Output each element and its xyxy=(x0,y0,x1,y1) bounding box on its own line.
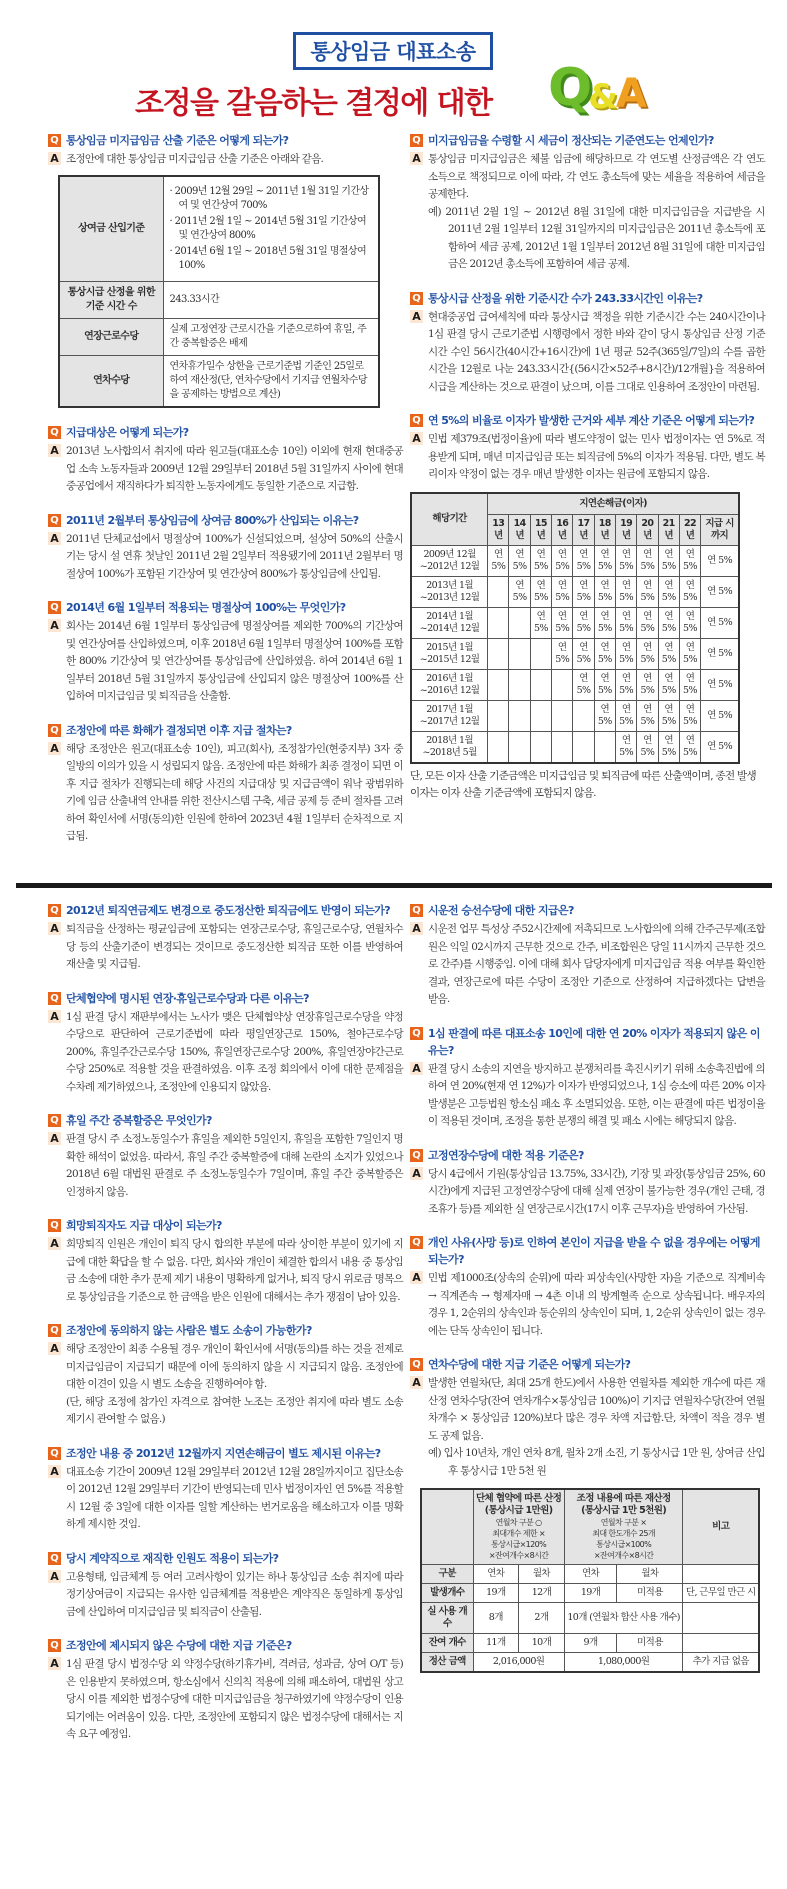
right-column-top xyxy=(410,132,765,819)
answer: 당시 4급에서 기원(통상임금 13.75%, 33시간), 기장 및 과장(통상임금 25%, 60시간)에게 지급된 고정연장수당에 대해 실제 연장이 불가능한 경우(개인 근태, 경조휴가 등)를 제외한 실 연장근로시간(17시 이후 근무자)을 반영하여 가산됨. xyxy=(428,1167,765,1215)
question: 조정안에 동의하지 않는 사람은 별도 소송이 가능한가? xyxy=(66,1324,312,1337)
period-header: 해당기간 xyxy=(411,493,488,546)
rate-cell: 연 5% xyxy=(552,577,573,608)
question-icon: Q xyxy=(48,992,61,1005)
left-column-top xyxy=(48,132,403,862)
answer-icon: A xyxy=(48,152,61,165)
rate-cell: 연 5% xyxy=(637,577,658,608)
rate-cell: 연 5% xyxy=(509,546,530,577)
col-a-header: 단체 협약에 따른 산정 (통상시급 1만원) 연월차 구분 ○ 최대개수 제한 × 통상시급×120% ×잔여개수×8시간 xyxy=(473,1489,564,1565)
page-header xyxy=(0,0,787,125)
question: 개인 사유(사망 등)로 인하여 본인이 지급을 받을 수 없을 경우에는 어떻게 되는가? xyxy=(428,1236,760,1266)
answer-icon: A xyxy=(410,922,423,935)
question-icon: Q xyxy=(410,904,423,917)
question: 희망퇴직자도 지급 대상이 되는가? xyxy=(66,1219,222,1232)
rate-cell: 연 5% xyxy=(658,608,679,639)
rate-cell: 연 5% xyxy=(658,546,679,577)
question-icon: Q xyxy=(410,134,423,147)
rate-cell: 연 5% xyxy=(679,732,700,763)
rate-cell: 연 5% xyxy=(679,701,700,732)
question-icon: Q xyxy=(48,1447,61,1460)
answer: 민법 제1000조(상속의 순위)에 따라 피상속인(사망한 자)을 기준으로 직계비속 → 직계존속 → 형제자매 → 4촌 이내 의 방계혈족 순으로 상속됩니다. 배우자의 경우 1, 2순위의 상속인과 동순위의 상속인이 되며, 1, 2순위 상속인이 없는 경우에는 단독 상속인이 됩니다. xyxy=(428,1272,765,1337)
rate-cell: 연 5% xyxy=(552,639,573,670)
answer-icon: A xyxy=(48,1237,61,1250)
period-cell: 2016년 1월 ~2016년 12월 xyxy=(411,670,488,701)
rate-cell: 연 5% xyxy=(658,639,679,670)
answer: 해당 조정안은 원고(대표소송 10인), 피고(회사), 조정참가인(현중지부) 3자 중 일방의 이의가 있을 시 성립되지 않음. 조정안에 따른 화해가 최종 결정이 되면 이후 지급 절차가 진행되는데 해당 사건의 지급대상 및 지급금액이 워낙 광범위하기에 임금 산출내역 안내를 위한 전산시스템 구축, 세금 공제 등 준비 절차를 고려하여 확인서에 서명(동의)한 인원에 한하여 2023년 4월 1일부터 순차적으로 지급됨. xyxy=(66,742,403,842)
answer: 1심 판결 당시 재판부에서는 노사가 맺은 단체협약상 연장휴일근로수당을 약정수당으로 판단하여 근로기준법에 따라 평일연장근로 150%, 철야근로수당 200%, 휴일주간근로수당 150%, 휴일연장근로수당 200%, 휴일연장야간근로수당 250%로 적용할 것을 판결하였음. 이후 조정 회의에서 이에 대한 문제점을 수차례 제기하였으나, 조정안에 인용되지 않았음. xyxy=(66,1010,403,1093)
rate-cell: 연 5% xyxy=(615,546,636,577)
question: 단체협약에 명시된 연장·휴일근로수당과 다른 이유는? xyxy=(66,991,309,1005)
answer: 현대중공업 급여세칙에 따라 통상시급 책정을 위한 기준시간 수는 240시간이나 1심 판결 당시 근로기준법 시행령에서 정한 바와 같이 당시 통상임금 산정 기준시간 수인 56시간(40시간+16시간)에 1년 평균 52주(365일/7일)의 수를 곱한 시간을 12월로 나눈 243.33시간{(56시간×52주+8시간)/12개월}을 적용하여 시급을 계산하는 것으로 판결이 났으며, 이를 그대로 인용하여 조정안이 마련됨. xyxy=(428,310,765,393)
rate-cell: 연 5% xyxy=(679,639,700,670)
qa-item xyxy=(410,412,765,803)
answer: 2011년 단체교섭에서 명절상여 100%가 신설되었으며, 설상여 50%의 산출시기는 당시 설 연휴 첫날인 2011년 2월 2일부터 적용됐기에 2011년 2월부터 명절상여 100%가 포함된 기간상여 및 연간상여 800%가 통상임금에 산입됨. xyxy=(66,532,403,580)
rate-cell xyxy=(488,577,509,608)
qa-item xyxy=(410,1147,765,1219)
period-cell: 2014년 1월 ~2014년 12월 xyxy=(411,608,488,639)
rate-cell: 연 5% xyxy=(615,701,636,732)
rate-cell: 연 5% xyxy=(701,608,739,639)
question: 미지급임금을 수령할 시 세금이 정산되는 기준연도는 언제인가? xyxy=(428,134,714,147)
rate-cell xyxy=(594,732,615,763)
rate-cell xyxy=(509,701,530,732)
rate-cell: 연 5% xyxy=(594,670,615,701)
question-icon: Q xyxy=(410,1358,423,1371)
year-header: 22년 xyxy=(679,515,700,546)
answer-icon: A xyxy=(48,742,61,755)
table-row: 실 사용 개수 8개 2개 10개 (연월차 합산 사용 개수) xyxy=(421,1603,759,1634)
rate-cell: 연 5% xyxy=(637,639,658,670)
year-header: 19년 xyxy=(615,515,636,546)
qa-item xyxy=(410,132,765,274)
answer-icon: A xyxy=(48,1657,61,1670)
question-icon: Q xyxy=(48,1552,61,1565)
question-icon: Q xyxy=(48,1639,61,1652)
qa-item xyxy=(48,599,403,706)
answer: 퇴직금을 산정하는 평균임금에 포함되는 연장근로수당, 휴일근로수당, 연월차수당 등의 산출기준이 변경되는 것이므로 중도정산한 퇴직금 또한 이를 반영하여 재산출 및 지급됨. xyxy=(66,923,403,970)
question-icon: Q xyxy=(410,1027,423,1040)
question: 고정연장수당에 대한 적용 기준은? xyxy=(428,1148,584,1162)
right-column-bottom xyxy=(410,902,765,1689)
qa-item xyxy=(48,512,403,584)
qa-item xyxy=(48,424,403,496)
rate-cell xyxy=(509,732,530,763)
example-text: 예) 2011년 2월 1일 ~ 2012년 8월 31일에 대한 미지급임금을 지급받을 시 2011년 2월 1일부터 12월 31일까지의 미지급임금은 2011년 총소득에 포함하여 세금 공제, 2012년 1월 1일부터 2012년 8월 31일에 대한 미지급임금은 2012년 총소득에 포함하여 세금 공제. xyxy=(428,205,765,270)
rate-cell xyxy=(488,608,509,639)
rate-cell: 연 5% xyxy=(594,639,615,670)
answer-icon: A xyxy=(410,1167,423,1180)
answer: 발생한 연월차(단, 최대 25개 한도)에서 사용한 연월차를 제외한 개수에 따른 재산정 연차수당(잔여 연차개수×통상임금 100%)이 기지급 연월차수당(잔여 연월차개수 × 통상임금 120%)보다 많은 경우 차액 지급함.단, 차액이 적을 경우 별도 공제 없음. 예) 입사 10년차, 개인 연차 8개, 월차 2개 소진, 기 통상시급 1만 원, 상여금 산입 후 통상시급 1만 5천 원 xyxy=(428,1375,765,1480)
qa-item xyxy=(48,1550,403,1622)
rate-cell: 연 5% xyxy=(615,577,636,608)
rate-cell: 연 5% xyxy=(637,701,658,732)
question: 2012년 퇴직연금제도 변경으로 중도정산한 퇴직금에도 반영이 되는가? xyxy=(66,904,391,917)
question-icon: Q xyxy=(48,1219,61,1232)
table-cell: 실제 고정연장 근로시간을 기준으로하여 휴일, 주간 중복할증은 배제 xyxy=(163,319,379,356)
qa-item xyxy=(410,290,765,397)
answer-icon: A xyxy=(410,1062,423,1075)
rate-cell: 연 5% xyxy=(552,608,573,639)
qa-item xyxy=(48,902,403,974)
table-row xyxy=(411,608,739,639)
qa-item xyxy=(48,1217,403,1306)
rate-cell xyxy=(488,732,509,763)
corner-cell xyxy=(421,1489,473,1565)
rate-cell: 연 5% xyxy=(679,670,700,701)
rate-cell: 연 5% xyxy=(701,546,739,577)
question-icon: Q xyxy=(48,1114,61,1127)
kicker-box xyxy=(293,32,493,70)
rate-cell xyxy=(552,732,573,763)
answer: 조정안에 대한 통상임금 미지급임금 산출 기준은 아래와 같음. xyxy=(66,153,324,165)
group-header: 지연손해금(이자) xyxy=(488,493,739,515)
question: 2014년 6월 1일부터 적용되는 명절상여 100%는 무엇인가? xyxy=(66,601,346,614)
question: 연차수당에 대한 지급 기준은 어떻게 되는가? xyxy=(428,1358,631,1371)
rate-cell xyxy=(552,670,573,701)
rate-cell: 연 5% xyxy=(658,577,679,608)
question-icon: Q xyxy=(410,414,423,427)
answer-icon: A xyxy=(48,532,61,545)
table-row-label: 상여금 산입기준 xyxy=(59,176,163,282)
rate-cell: 연 5% xyxy=(594,546,615,577)
year-header: 14년 xyxy=(509,515,530,546)
answer-icon: A xyxy=(410,310,423,323)
table-row: 발생개수 19개 12개 19개 미적용 단, 근무일 만근 시 xyxy=(421,1584,759,1603)
answer-icon: A xyxy=(410,152,423,165)
interest-table xyxy=(410,492,740,764)
table-row: 정산 금액 2,016,000원 1,080,000원 추가 지급 없음 xyxy=(421,1653,759,1673)
rate-cell: 연 5% xyxy=(615,639,636,670)
answer: 민법 제379조(법정이율)에 따라 별도약정이 없는 민사 법정이자는 연 5%로 적용받게 되며, 매년 미지급임금 또는 퇴직금에 5%의 이자가 적용됨. 다만, 별도 복리이자 약정이 없는 경우 매년 발생한 이자는 원금에 포함되지 않음. xyxy=(428,433,765,480)
rate-cell: 연 5% xyxy=(637,546,658,577)
period-cell: 2017년 1월 ~2017년 12월 xyxy=(411,701,488,732)
qa-logo-a: A xyxy=(615,71,647,117)
table-row-label: 연차수당 xyxy=(59,356,163,408)
year-header: 16년 xyxy=(552,515,573,546)
rate-cell xyxy=(509,608,530,639)
qa-item xyxy=(48,990,403,1097)
rate-cell: 연 5% xyxy=(701,639,739,670)
question: 지급대상은 어떻게 되는가? xyxy=(66,426,189,439)
rate-cell: 연 5% xyxy=(594,577,615,608)
rate-cell: 연 5% xyxy=(615,670,636,701)
leave-pay-table xyxy=(420,1488,760,1673)
interest-table-body xyxy=(411,546,739,763)
answer: 판결 당시 소송의 지연을 방지하고 분쟁처리를 촉진시키기 위해 소송촉진법에 의하여 연 20%(현재 연 12%)가 이자가 반영되었으나, 1심 승소에 따른 20% 이자발생분은 고등법원 항소심 패소 후 소멸되었음. 또한, 이는 판결에 따른 법정이율이 적용된 것이며, 조정을 통한 분쟁의 해결 및 패소 시에는 해당되지 않음. xyxy=(428,1062,765,1127)
qa-logo-q: Q xyxy=(548,58,593,118)
question: 당시 계약직으로 재직한 인원도 적용이 되는가? xyxy=(66,1551,279,1565)
left-column-bottom xyxy=(48,902,403,1760)
period-cell: 2013년 1월 ~2013년 12월 xyxy=(411,577,488,608)
qa-item xyxy=(410,1025,765,1131)
rate-cell: 연 5% xyxy=(658,732,679,763)
question: 휴일 주간 중복할증은 무엇인가? xyxy=(66,1114,212,1127)
answer: 희망퇴직 인원은 개인이 퇴직 당시 합의한 부분에 따라 상이한 부분이 있기에 지급에 대한 확답을 할 수 없음. 다만, 회사와 개인이 체결한 합의서 내용 중 통상임금 소송에 대한 추가 문제 제기 내용이 명확하게 없거나, 퇴직 당시 위로금 명목으로 통상임금을 기준으로 한 금액을 받은 인원에 대해서는 추가 쟁점이 남아 있음. xyxy=(66,1238,403,1303)
rate-cell: 연 5% xyxy=(573,577,594,608)
rate-cell: 연 5% xyxy=(530,546,551,577)
answer-icon: A xyxy=(48,922,61,935)
question: 2011년 2월부터 통상임금에 상여금 800%가 산입되는 이유는? xyxy=(66,513,359,527)
rate-cell: 연 5% xyxy=(615,608,636,639)
answer-icon: A xyxy=(410,1271,423,1284)
rate-cell: 연 5% xyxy=(658,701,679,732)
period-cell: 2015년 1월 ~2015년 12월 xyxy=(411,639,488,670)
table-row xyxy=(411,701,739,732)
table-row xyxy=(411,732,739,763)
rate-cell xyxy=(509,670,530,701)
col-b-header: 조정 내용에 따른 재산정 (통상시급 1만 5천원) 연월차 구분 × 최대 한도개수 25개 통상시급×100% ×잔여개수×8시간 xyxy=(564,1489,683,1565)
qa-item xyxy=(48,1112,403,1201)
rate-cell: 연 5% xyxy=(573,546,594,577)
year-header: 18년 xyxy=(594,515,615,546)
question: 통상시급 산정을 위한 기준시간 수가 243.33시간인 이유는? xyxy=(428,291,703,305)
rate-cell: 연 5% xyxy=(658,670,679,701)
question: 시운전 승선수당에 대한 지급은? xyxy=(428,904,574,917)
qa-item xyxy=(410,1356,765,1673)
answer: 판결 당시 주 소정노동일수가 휴일을 제외한 5일인지, 휴일을 포함한 7일인지 명확한 해석이 없었음. 따라서, 휴일 주간 중복할증에 대해 논란의 소지가 있었으나 2018년 6월 대법원 판결로 주 소정노동일수가 7일이며, 휴일 주간 중복할증은 인정하지 않음. xyxy=(66,1133,403,1198)
table-cell: · 2009년 12월 29일 ~ 2011년 1월 31일 기간상여 및 연간상여 700% · 2011년 2월 1일 ~ 2014년 5월 31일 기간상여 및 연간상여 800% · 2014년 6월 1일 ~ 2018년 5월 31일 명절상여 100% xyxy=(163,176,379,282)
table-row-label: 통상시급 산정을 위한 기준 시간 수 xyxy=(59,282,163,319)
qa-item xyxy=(410,902,765,1009)
answer: 해당 조정안이 최종 수용될 경우 개인이 확인서에 서명(동의)를 하는 것을 전제로 미지급임금이 지급되기 때문에 이에 동의하지 않을 시 지급되지 않음. 조정안에 대한 이견이 있을 시 별도 소송을 진행하여야 함. (단, 해당 조정에 참가인 자격으로 참여한 노조는 조정안 취지에 따라 별도 소송 제기시 관여할 수 없음.) xyxy=(66,1343,403,1425)
question-icon: Q xyxy=(48,904,61,917)
answer-icon: A xyxy=(410,1376,423,1389)
answer: 1심 판결 당시 법정수당 외 약정수당(하기휴가비, 격려금, 성과금, 상여 O/T 등)은 인용받지 못하였으며, 항소심에서 신의칙 적용에 의해 패소하여, 대법원 상고 당시 이를 제외한 법정수당에 대한 미지급임금을 청구하였기에 약정수당이 인용되기에는 어려움이 있음. 다만, 조정안에 포함되지 않은 법정수당에 대해서는 지속 요구 예정임. xyxy=(66,1658,403,1740)
year-header: 21년 xyxy=(658,515,679,546)
rate-cell: 연 5% xyxy=(488,546,509,577)
question: 연 5%의 비율로 이자가 발생한 근거와 세부 계산 기준은 어떻게 되는가? xyxy=(428,414,755,427)
answer-icon: A xyxy=(48,1465,61,1478)
question-icon: Q xyxy=(48,426,61,439)
question-icon: Q xyxy=(410,1236,423,1249)
table-row xyxy=(411,577,739,608)
rate-cell xyxy=(488,670,509,701)
rate-cell xyxy=(573,732,594,763)
qa-logo xyxy=(548,58,647,118)
year-header: 지급 시까지 xyxy=(701,515,739,546)
interest-note: 단, 모든 이자 산출 기준금액은 미지급임금 및 퇴직금에 따른 산출액이며, 종전 발생 이자는 이자 산출 기준금액에 포함되지 않음. xyxy=(410,769,756,799)
table-row: 구분 연차 월차 연차 월차 xyxy=(421,1565,759,1584)
rate-cell xyxy=(530,670,551,701)
question: 조정안에 제시되지 않은 수당에 대한 지급 기준은? xyxy=(66,1639,292,1652)
rate-cell xyxy=(530,701,551,732)
rate-cell xyxy=(530,732,551,763)
question-icon: Q xyxy=(410,1149,423,1162)
question-icon: Q xyxy=(410,292,423,305)
rate-cell: 연 5% xyxy=(679,546,700,577)
answer: 2013년 노사합의서 취지에 따라 원고들(대표소송 10인) 이외에 현재 현대중공업 소속 노동자들과 2009년 12월 29일부터 2018년 5월 31일까지 사이에 현대중공업에서 재직하다가 퇴직한 노동자에게도 동일한 기준으로 지급함. xyxy=(66,445,403,492)
rate-cell: 연 5% xyxy=(701,670,739,701)
table-row: 잔여 개수 11개 10개 9개 미적용 xyxy=(421,1634,759,1653)
rate-cell: 연 5% xyxy=(573,608,594,639)
rate-cell xyxy=(573,701,594,732)
question: 조정안 내용 중 2012년 12월까지 지연손해금이 별도 제시된 이유는? xyxy=(66,1446,381,1460)
qa-item xyxy=(48,1445,403,1534)
year-header: 13년 xyxy=(488,515,509,546)
year-header: 20년 xyxy=(637,515,658,546)
table-cell: 연차휴가일수 상한을 근로기준법 기준인 25일로 하여 재산정(단, 연차수당에서 기지급 연월차수당을 공제하는 방법으로 계산) xyxy=(163,356,379,408)
answer-icon: A xyxy=(48,1570,61,1583)
rate-cell xyxy=(552,701,573,732)
question: 1심 판결에 따른 대표소송 10인에 대한 연 20% 이자가 적용되지 않은 이유는? xyxy=(428,1026,760,1057)
answer-icon: A xyxy=(48,1010,61,1023)
rate-cell: 연 5% xyxy=(509,577,530,608)
rate-cell: 연 5% xyxy=(594,701,615,732)
rate-cell: 연 5% xyxy=(679,608,700,639)
year-header: 17년 xyxy=(573,515,594,546)
rate-cell xyxy=(509,639,530,670)
rate-cell: 연 5% xyxy=(573,639,594,670)
answer-icon: A xyxy=(410,432,423,445)
kicker-title: 통상임금 대표소송 xyxy=(310,40,476,64)
table-row xyxy=(411,670,739,701)
table-row-label: 연장근로수당 xyxy=(59,319,163,356)
period-cell: 2009년 12월 ~2012년 12월 xyxy=(411,546,488,577)
rate-cell: 연 5% xyxy=(701,732,739,763)
rate-cell: 연 5% xyxy=(701,701,739,732)
table-row xyxy=(411,639,739,670)
rate-cell: 연 5% xyxy=(552,546,573,577)
table-row xyxy=(411,546,739,577)
rate-cell: 연 5% xyxy=(530,577,551,608)
year-header: 15년 xyxy=(530,515,551,546)
question-icon: Q xyxy=(48,724,61,737)
rate-cell: 연 5% xyxy=(573,670,594,701)
answer: 대표소송 기간이 2009년 12월 29일부터 2012년 12월 28일까지이고 집단소송이 2012년 12월 29일부터 기간이 반영되는데 민사 법정이자인 연 5%를 적용할 시 12월 중 3일에 대한 이자를 일할 계산하는 번거로움을 해소하고자 이를 명확하게 제시한 것임. xyxy=(66,1465,403,1530)
answer: 회사는 2014년 6월 1일부터 통상임금에 명절상여를 제외한 700%의 기간상여 및 연간상여를 산입하였으며, 이후 2018년 6월 1일부터 명절상여 100%를 포함한 800% 기간상여 및 연간상여를 통상임금에 산입하였음. 하여 2014년 6월 1일부터 2018년 5월 31일까지 통상임금에 산입되지 않은 명절상여 100%를 산입하여 미지급임금 및 퇴직금을 산출함. xyxy=(66,620,403,702)
period-cell: 2018년 1월 ~2018년 5월 xyxy=(411,732,488,763)
question-icon: Q xyxy=(48,134,61,147)
question: 통상임금 미지급임금 산출 기준은 어떻게 되는가? xyxy=(66,134,289,147)
remark-header: 비고 xyxy=(683,1489,759,1565)
answer: 고용형태, 임금체계 등 여러 고려사항이 있기는 하나 통상임금 소송 취지에 따라 정기상여금이 지급되는 유사한 임금체계를 적용받은 계약직은 동일하게 통상임금에 산입하여 미지급임금 및 퇴직금이 산출됨. xyxy=(66,1570,403,1618)
qa-item xyxy=(48,1637,403,1744)
qa-item xyxy=(410,1234,765,1340)
rate-cell xyxy=(488,701,509,732)
rate-cell: 연 5% xyxy=(615,732,636,763)
answer-icon: A xyxy=(48,1342,61,1355)
headline: 조정을 갈음하는 결정에 대한 xyxy=(135,86,492,121)
rate-cell: 연 5% xyxy=(637,732,658,763)
rate-cell xyxy=(530,639,551,670)
rate-cell: 연 5% xyxy=(637,608,658,639)
rate-cell: 연 5% xyxy=(594,608,615,639)
qa-item xyxy=(48,722,403,846)
rate-cell: 연 5% xyxy=(637,670,658,701)
rate-cell: 연 5% xyxy=(679,577,700,608)
answer: 시운전 업무 특성상 주52시간제에 저촉되므로 노사합의에 의해 간주근무제(조합원은 익일 02시까지 근무한 것으로 간주, 비조합원은 당일 11시까지 근무한 것으로 간주)를 시행중임. 이에 대해 회사 담당자에게 미지급임금 적용 여부를 확인한 결과, 연장근로에 따른 수당이 조정안 기준으로 산정하여 지급하겠다는 답변을 받음. xyxy=(428,923,765,1005)
wage-criteria-table xyxy=(58,175,380,409)
answer-icon: A xyxy=(48,1132,61,1145)
rate-cell: 연 5% xyxy=(530,608,551,639)
qa-item xyxy=(48,132,403,408)
qa-item xyxy=(48,1322,403,1429)
answer: 통상임금 미지급임금은 체불 임금에 해당하므로 각 연도별 산정금액은 각 연도 소득으로 책정되므로 이에 따라, 각 연도 총소득에 맞는 세율을 적용하여 세금을 공제한다. 예) 2011년 2월 1일 ~ 2012년 8월 31일에 대한 미지급임금을 지급받을 시 2011년 2월 1일부터 12월 31일까지의 미지급임금은 2011년 총소득에 포함하여 세금 공제, 2012년 1월 1일부터 2012년 8월 31일에 대한 미지급임금은 2012년 총소득에 포함하여 세금 공제. xyxy=(428,151,765,274)
answer-icon: A xyxy=(48,444,61,457)
question-icon: Q xyxy=(48,1324,61,1337)
question-icon: Q xyxy=(48,601,61,614)
question: 조정안에 따른 화해가 결정되면 이후 지급 절차는? xyxy=(66,723,292,737)
question-icon: Q xyxy=(48,514,61,527)
example-text: 예) 입사 10년차, 개인 연차 8개, 월차 2개 소진, 기 통상시급 1만 원, 상여금 산입 후 통상시급 1만 5천 원 xyxy=(428,1447,765,1477)
rate-cell xyxy=(488,639,509,670)
section-divider xyxy=(16,883,772,888)
answer-icon: A xyxy=(48,619,61,632)
qa-logo-amp: & xyxy=(588,77,618,117)
rate-cell: 연 5% xyxy=(701,577,739,608)
table-cell: 243.33시간 xyxy=(163,282,379,319)
